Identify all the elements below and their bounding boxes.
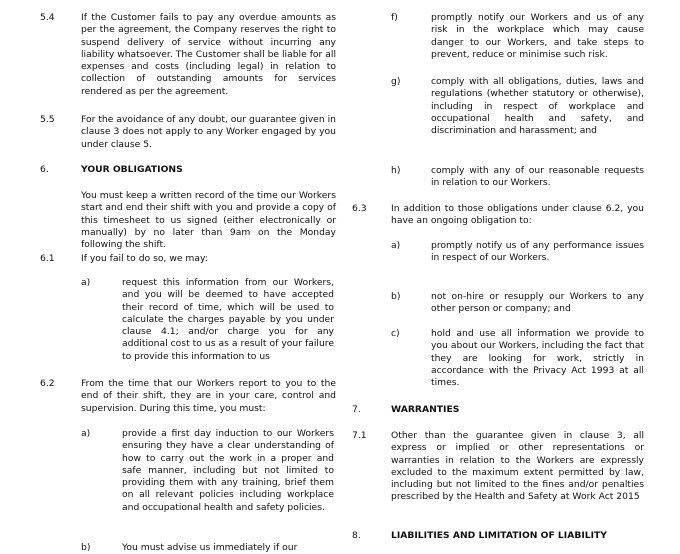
- item-label: a): [391, 240, 401, 251]
- section-number: 8.: [352, 530, 361, 541]
- item-label: a): [81, 277, 91, 288]
- item-label: g): [391, 76, 401, 87]
- section-title: WARRANTIES: [391, 404, 460, 415]
- clause-number: 6.3: [352, 203, 367, 214]
- clause-number: 7.1: [352, 430, 367, 441]
- item-label: h): [391, 165, 401, 176]
- clause-number: 6.1: [40, 253, 55, 264]
- item-text: You must advise us immediately if our: [122, 542, 298, 553]
- clause-text: In addition to those obligations under clause 6.2, you have an ongoing obligation to:: [391, 203, 644, 227]
- item-label: b): [391, 291, 401, 302]
- clause-text: If the Customer fails to pay any overdue amounts as per the agreement, the Company reserves the right to suspend delivery of service without incurring any liability whatsoever. The Customer shall be liable for all expenses and costs (including legal) in relation to collection of outstanding amounts for services rendered as per the agreement.: [81, 12, 336, 97]
- clause-text: For the avoidance of any doubt, our guarantee given in clause 3 does not apply to any Worker engaged by you under clause 5.: [81, 114, 336, 150]
- item-label: a): [81, 428, 91, 439]
- item-label: b): [81, 542, 91, 553]
- clause-number: 6.2: [40, 378, 55, 389]
- item-label: f): [391, 12, 398, 23]
- item-text: promptly notify our Workers and us of any risk in the workplace which may cause danger to our Workers, and take steps to prevent, reduce or minimise such risk.: [431, 12, 644, 60]
- section-title: YOUR OBLIGATIONS: [81, 164, 183, 175]
- clause-text: Other than the guarantee given in clause 3, all express or implied or other representations or warranties in relation to the Workers are expressly excluded to the maximum extent permitted by law, including but not limited to the fines and/or penalties prescribed by the Health and Safety at Work Act 2015: [391, 430, 644, 503]
- section-title: LIABILITIES AND LIMITATION OF LIABILITY: [391, 530, 607, 541]
- item-text: request this information from our Workers, and you will be deemed to have accepted their record of time, which will be used to calculate the charges payable by you under clause 4.1; and/or charge you for any additional cost to us as a result of your failure to provide this information to us: [122, 277, 334, 362]
- clause-text: From the time that our Workers report to you to the end of their shift, they are in your care, control and supervision. During this time, you must:: [81, 378, 336, 414]
- item-text: provide a first day induction to our Workers ensuring they have a clear understanding of how to carry out the work in a proper and safe manner, including but not limited to providing them with any training, brief them on all relevant policies including workplace and occupational health and safety policies.: [122, 428, 334, 513]
- item-text: promptly notify us of any performance issues in respect of our Workers.: [431, 240, 644, 264]
- section-6-intro: You must keep a written record of the time our Workers start and end their shift with you and provide a copy of this timesheet to us signed (either electronically or manually) by no later than 9am on the Monday following the shift.: [81, 190, 336, 250]
- section-number: 7.: [352, 404, 361, 415]
- item-text: hold and use all information we provide to you about our Workers, including the fact that they are looking for work, strictly in accordance with the Privacy Act 1993 at all times.: [431, 328, 644, 388]
- clause-text: If you fail to do so, we may:: [81, 253, 208, 264]
- clause-number: 5.5: [40, 114, 55, 125]
- item-text: comply with all obligations, duties, laws and regulations (whether statutory or otherwise), including in respect of workplace and occupational health and safety, and discrimination and harassment; and: [431, 76, 644, 136]
- clause-number: 5.4: [40, 12, 55, 23]
- item-text: comply with any of our reasonable requests in relation to our Workers.: [431, 165, 644, 189]
- section-number: 6.: [40, 164, 49, 175]
- item-label: c): [391, 328, 400, 339]
- item-text: not on-hire or resupply our Workers to any other person or company; and: [431, 291, 644, 315]
